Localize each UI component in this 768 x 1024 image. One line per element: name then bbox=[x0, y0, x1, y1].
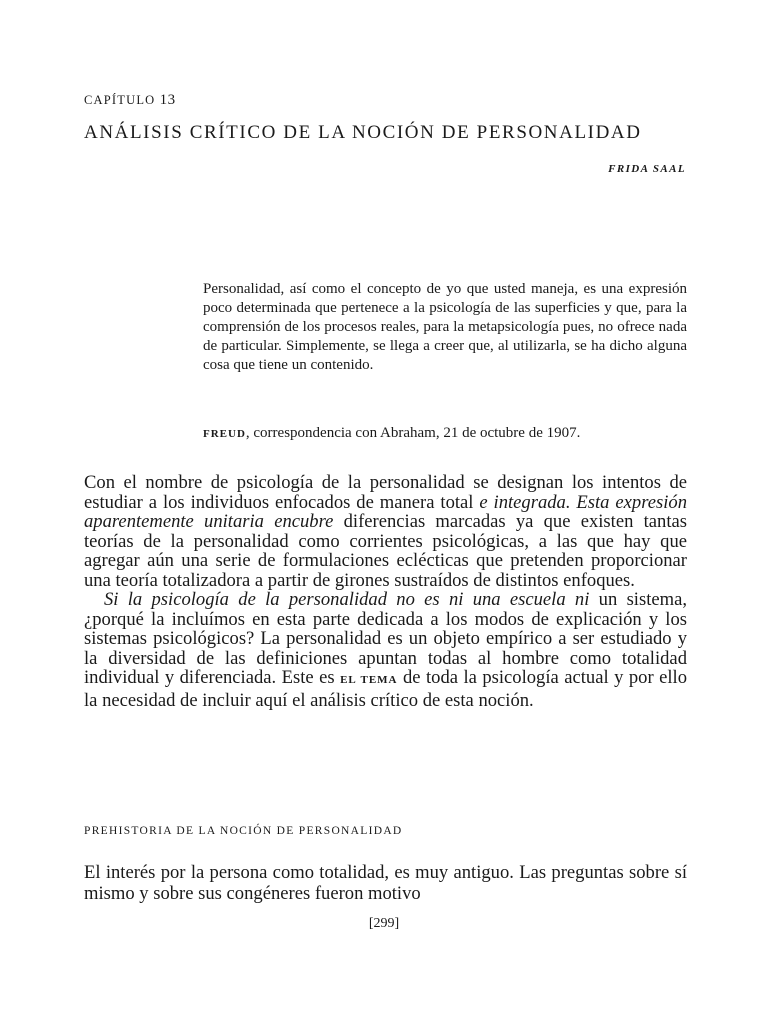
paragraph-2-middle: un sistema, ¿porqué la incluímos en esta parte dedicada a los modos de explicación y los sistemas psicológicos? La personalidad es un objeto empírico a ser estudiado y la diversidad de las definiciones apuntan todas al hombre como totalidad individual y diferenciada. Este es bbox=[84, 589, 687, 688]
section-paragraph: El interés por la persona como totalidad, es muy antiguo. Las preguntas sobre sí mismo y sobre sus congéneres fueron motivo bbox=[84, 862, 687, 904]
epigraph-source bbox=[203, 425, 687, 443]
chapter-number: 13 bbox=[159, 92, 176, 108]
paragraph-2-emphasis: EL TEMA bbox=[340, 674, 398, 686]
epigraph-text: Personalidad, así como el concepto de yo que usted maneja, es una expresión poco determinada que pertenece a la psicología de las superficies y que, para la comprensión de los procesos reales, para la metapsicología pues, no ofrece nada de particular. Simplemente, se llega a creer que, al utilizarla, se ha dicho alguna cosa que tiene un contenido. bbox=[203, 281, 687, 373]
paragraph-2-italic: Si la psicología de la personalidad no es ni una escuela ni bbox=[104, 589, 590, 610]
paragraph-1 bbox=[84, 473, 687, 590]
page-number: [299] bbox=[368, 916, 400, 931]
section-heading: PREHISTORIA DE LA NOCIÓN DE PERSONALIDAD bbox=[84, 825, 403, 837]
section-text bbox=[84, 862, 687, 904]
chapter-title: ANÁLISIS CRÍTICO DE LA NOCIÓN DE PERSONALIDAD bbox=[84, 122, 642, 143]
epigraph-author: FREUD bbox=[203, 428, 246, 440]
paragraph-2 bbox=[84, 590, 687, 710]
chapter-word: CAPÍTULO bbox=[84, 93, 156, 107]
paragraph-2-end: de toda la psicología actual y por ello la necesidad de incluir aquí el análisis crítico de esta noción. bbox=[84, 667, 687, 711]
epigraph bbox=[203, 280, 687, 375]
chapter-author: FRIDA SAAL bbox=[608, 163, 686, 175]
paragraph-1-italic: e integrada. Esta expresión aparentemente unitaria encubre bbox=[84, 491, 687, 532]
body-text bbox=[84, 473, 687, 710]
paragraph-1-start: Con el nombre de psicología de la personalidad se designan los intentos de estudiar a los individuos enfocados de manera total bbox=[84, 472, 687, 513]
chapter-label bbox=[84, 92, 176, 109]
paragraph-1-end: diferencias marcadas ya que existen tantas teorías de la personalidad como corrientes psicológicas, a las que hay que agregar aún una serie de formulaciones eclécticas que pretenden proporcionar una teoría totalizadora a partir de girones sustraídos de distintos enfoques. bbox=[84, 511, 687, 591]
epigraph-citation: , correspondencia con Abraham, 21 de octubre de 1907. bbox=[245, 425, 581, 441]
